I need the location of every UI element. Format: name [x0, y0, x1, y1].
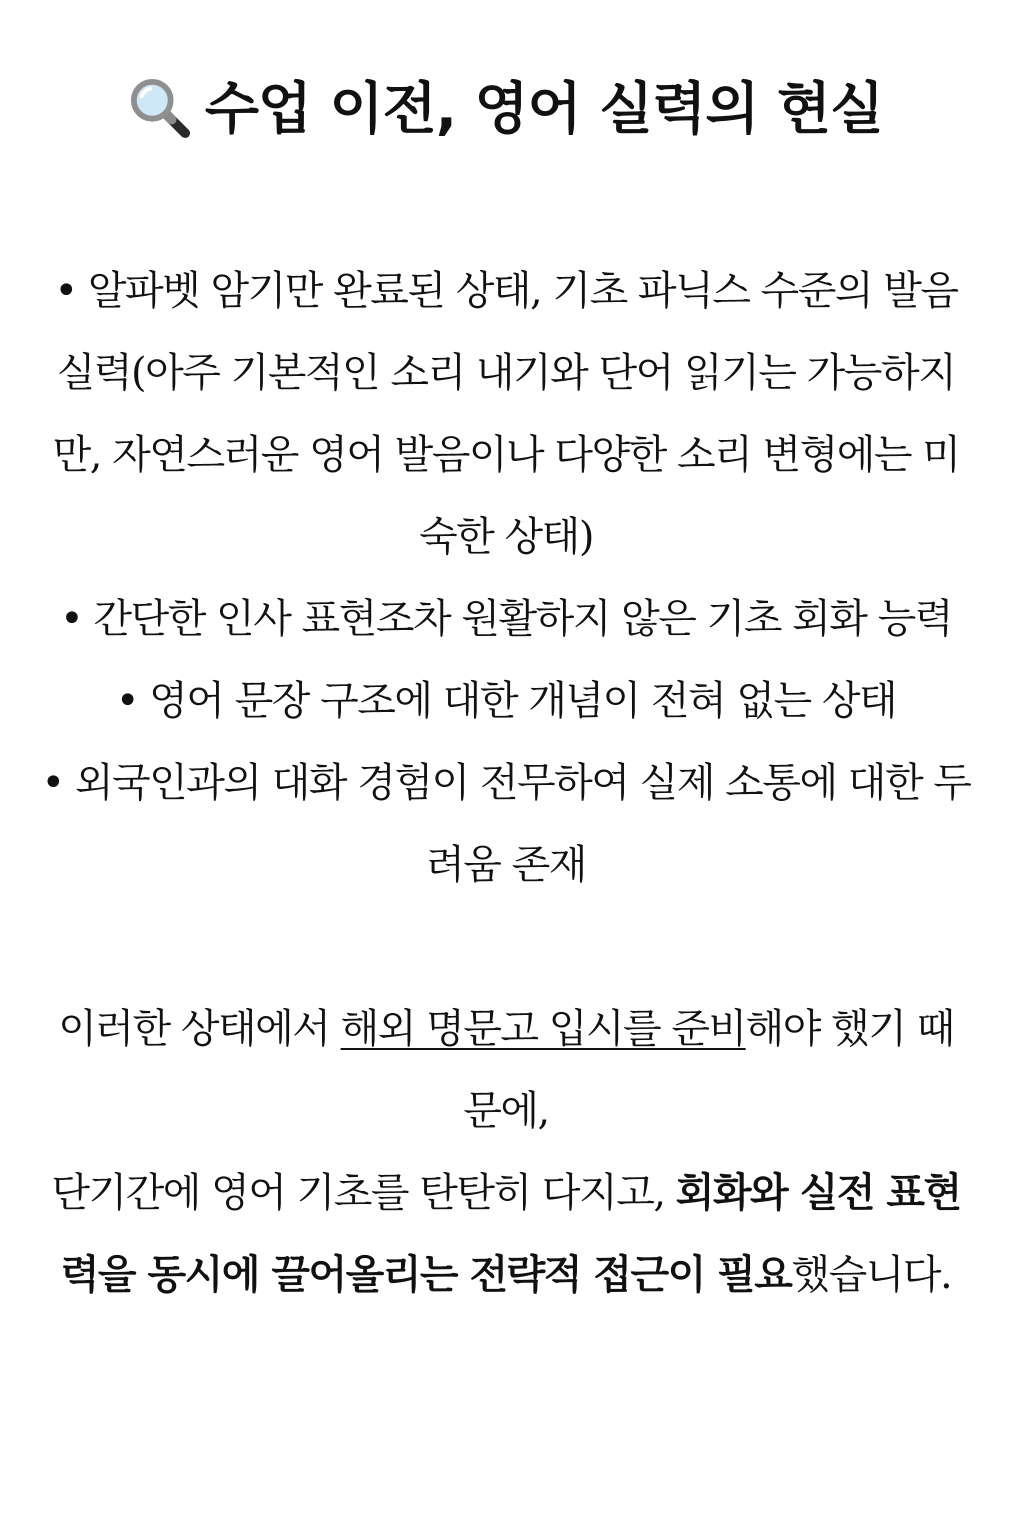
list-item: • 외국인과의 대화 경험이 전무하여 실제 소통에 대한 두려움 존재	[41, 760, 971, 888]
conclusion-text: 이러한 상태에서	[58, 1006, 341, 1052]
page-title	[0, 72, 1012, 148]
reality-list	[40, 250, 972, 906]
list-item: • 영어 문장 구조에 대한 개념이 전혀 없는 상태	[115, 678, 897, 724]
list-item: • 간단한 인사 표현조차 원활하지 않은 기초 회화 능력	[60, 596, 952, 642]
conclusion-text: 해야 했기 때문에,	[463, 1006, 954, 1134]
conclusion-paragraph	[40, 988, 972, 1316]
conclusion-text: 했습니다.	[791, 1252, 952, 1298]
content-body	[40, 250, 972, 1316]
underlined-phrase: 해외 명문고 입시를 준비	[340, 1006, 746, 1052]
magnifying-glass-icon	[129, 77, 191, 139]
spacer	[40, 906, 972, 988]
conclusion-text: 단기간에 영어 기초를 탄탄히 다지고,	[51, 1170, 676, 1216]
page-title-text: 수업 이전, 영어 실력의 현실	[204, 77, 884, 142]
bold-phrase: 회화와 실전 표현력을 동시에 끌어올리는 전략적 접근이 필요	[60, 1170, 961, 1298]
list-item: • 알파벳 암기만 완료된 상태, 기초 파닉스 수준의 발음 실력(아주 기본적인 소리 내기와 단어 읽기는 가능하지만, 자연스러운 영어 발음이나 다양한 소리 변형에는 미숙한 상태)	[52, 268, 960, 560]
